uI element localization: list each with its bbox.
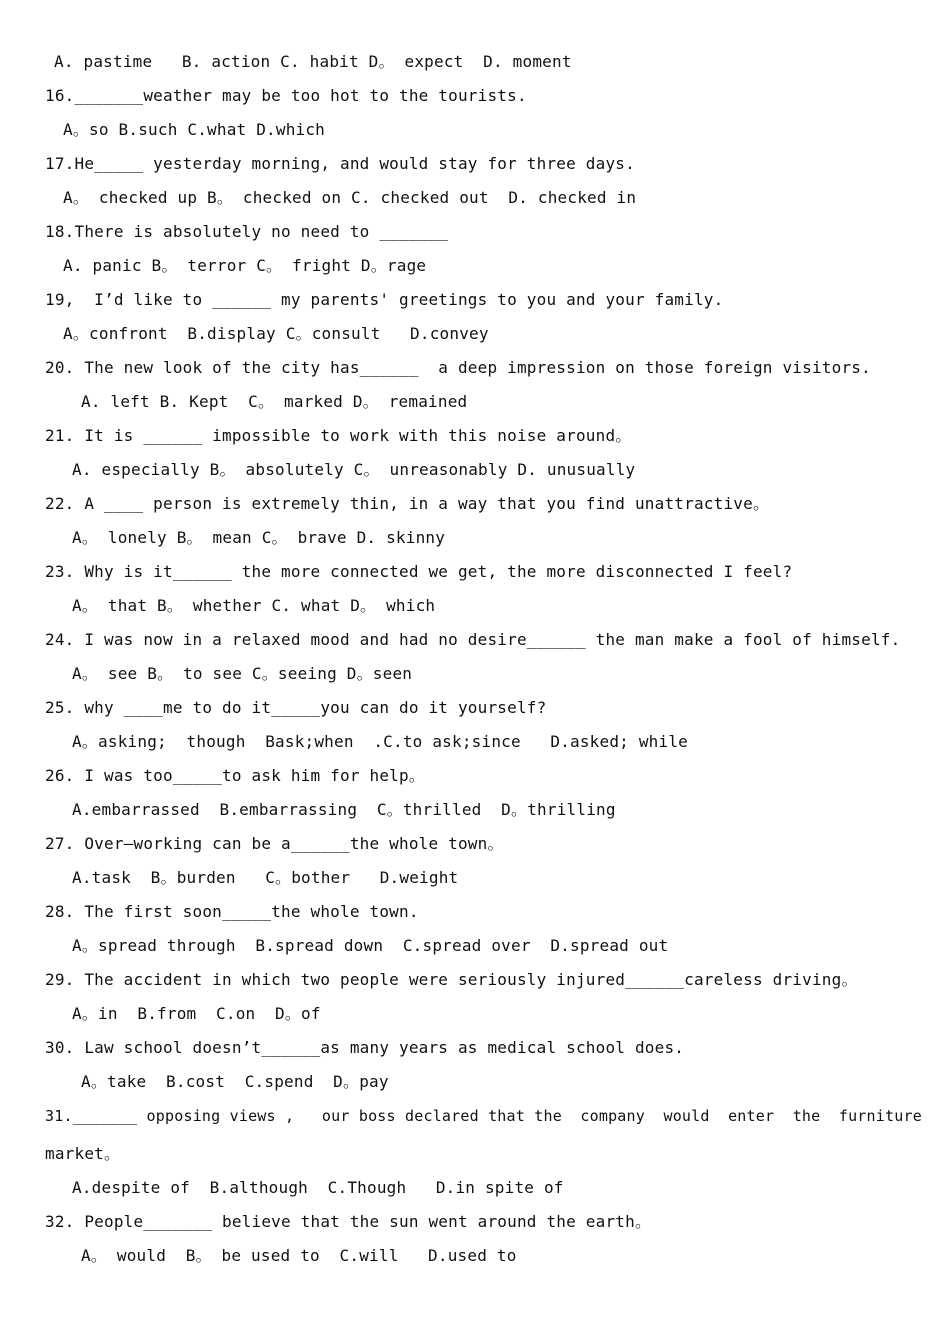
question-31: 31._______ opposing views , our boss declared that the company would enter the furniture [45, 1107, 922, 1125]
options-q24: A。 see B。 to see C。seeing D。seen [72, 664, 413, 683]
options-q21: A. especially B。 absolutely C。 unreasonably D. unusually [72, 460, 636, 479]
question-32: 32. People_______ believe that the sun went around the earth。 [45, 1212, 652, 1231]
question-22: 22. A ____ person is extremely thin, in a way that you find unattractive。 [45, 494, 770, 513]
question-24: 24. I was now in a relaxed mood and had no desire______ the man make a fool of himself. [45, 630, 901, 649]
options-q16: A。so B.such C.what D.which [63, 120, 326, 139]
options-q20: A. left B. Kept C。 marked D。 remained [81, 392, 468, 411]
question-18: 18.There is absolutely no need to _______ [45, 222, 449, 241]
question-27: 27. Over—working can be a______the whole town。 [45, 834, 504, 853]
options-q19: A。confront B.display C。consult D.convey [63, 324, 489, 343]
options-q31: A.despite of B.although C.Though D.in spite of [72, 1178, 564, 1197]
question-31-cont: market。 [45, 1144, 121, 1163]
options-q18: A. panic B。 terror C。 fright D。rage [63, 256, 427, 275]
question-20: 20. The new look of the city has______ a deep impression on those foreign visitors. [45, 358, 871, 377]
question-21: 21. It is ______ impossible to work with this noise around。 [45, 426, 632, 445]
question-29: 29. The accident in which two people were seriously injured______careless driving。 [45, 970, 858, 989]
question-16: 16._______weather may be too hot to the tourists. [45, 86, 527, 105]
question-17: 17.He_____ yesterday morning, and would stay for three days. [45, 154, 635, 173]
question-23: 23. Why is it______ the more connected we get, the more disconnected I feel? [45, 562, 793, 581]
options-q27: A.task B。burden C。bother D.weight [72, 868, 459, 887]
options-q22: A。 lonely B。 mean C。 brave D. skinny [72, 528, 446, 547]
options-q32: A。 would B。 be used to C.will D.used to [81, 1246, 517, 1265]
options-q15: A. pastime B. action C. habit D。 expect D. moment [54, 52, 572, 71]
options-q25: A。asking; though Bask;when .C.to ask;since D.asked; while [72, 732, 689, 751]
options-q17: A。 checked up B。 checked on C. checked out D. checked in [63, 188, 637, 207]
question-26: 26. I was too_____to ask him for help。 [45, 766, 426, 785]
question-28: 28. The first soon_____the whole town. [45, 902, 419, 921]
question-30: 30. Law school doesn’t______as many years as medical school does. [45, 1038, 685, 1057]
question-19: 19, I’d like to ______ my parents' greetings to you and your family. [45, 290, 724, 309]
options-q29: A。in B.from C.on D。of [72, 1004, 321, 1023]
options-q28: A。spread through B.spread down C.spread over D.spread out [72, 936, 669, 955]
options-q23: A。 that B。 whether C. what D。 which [72, 596, 436, 615]
question-25: 25. why ____me to do it_____you can do it yourself? [45, 698, 547, 717]
options-q26: A.embarrassed B.embarrassing C。thrilled D。thrilling [72, 800, 616, 819]
options-q30: A。take B.cost C.spend D。pay [81, 1072, 389, 1091]
